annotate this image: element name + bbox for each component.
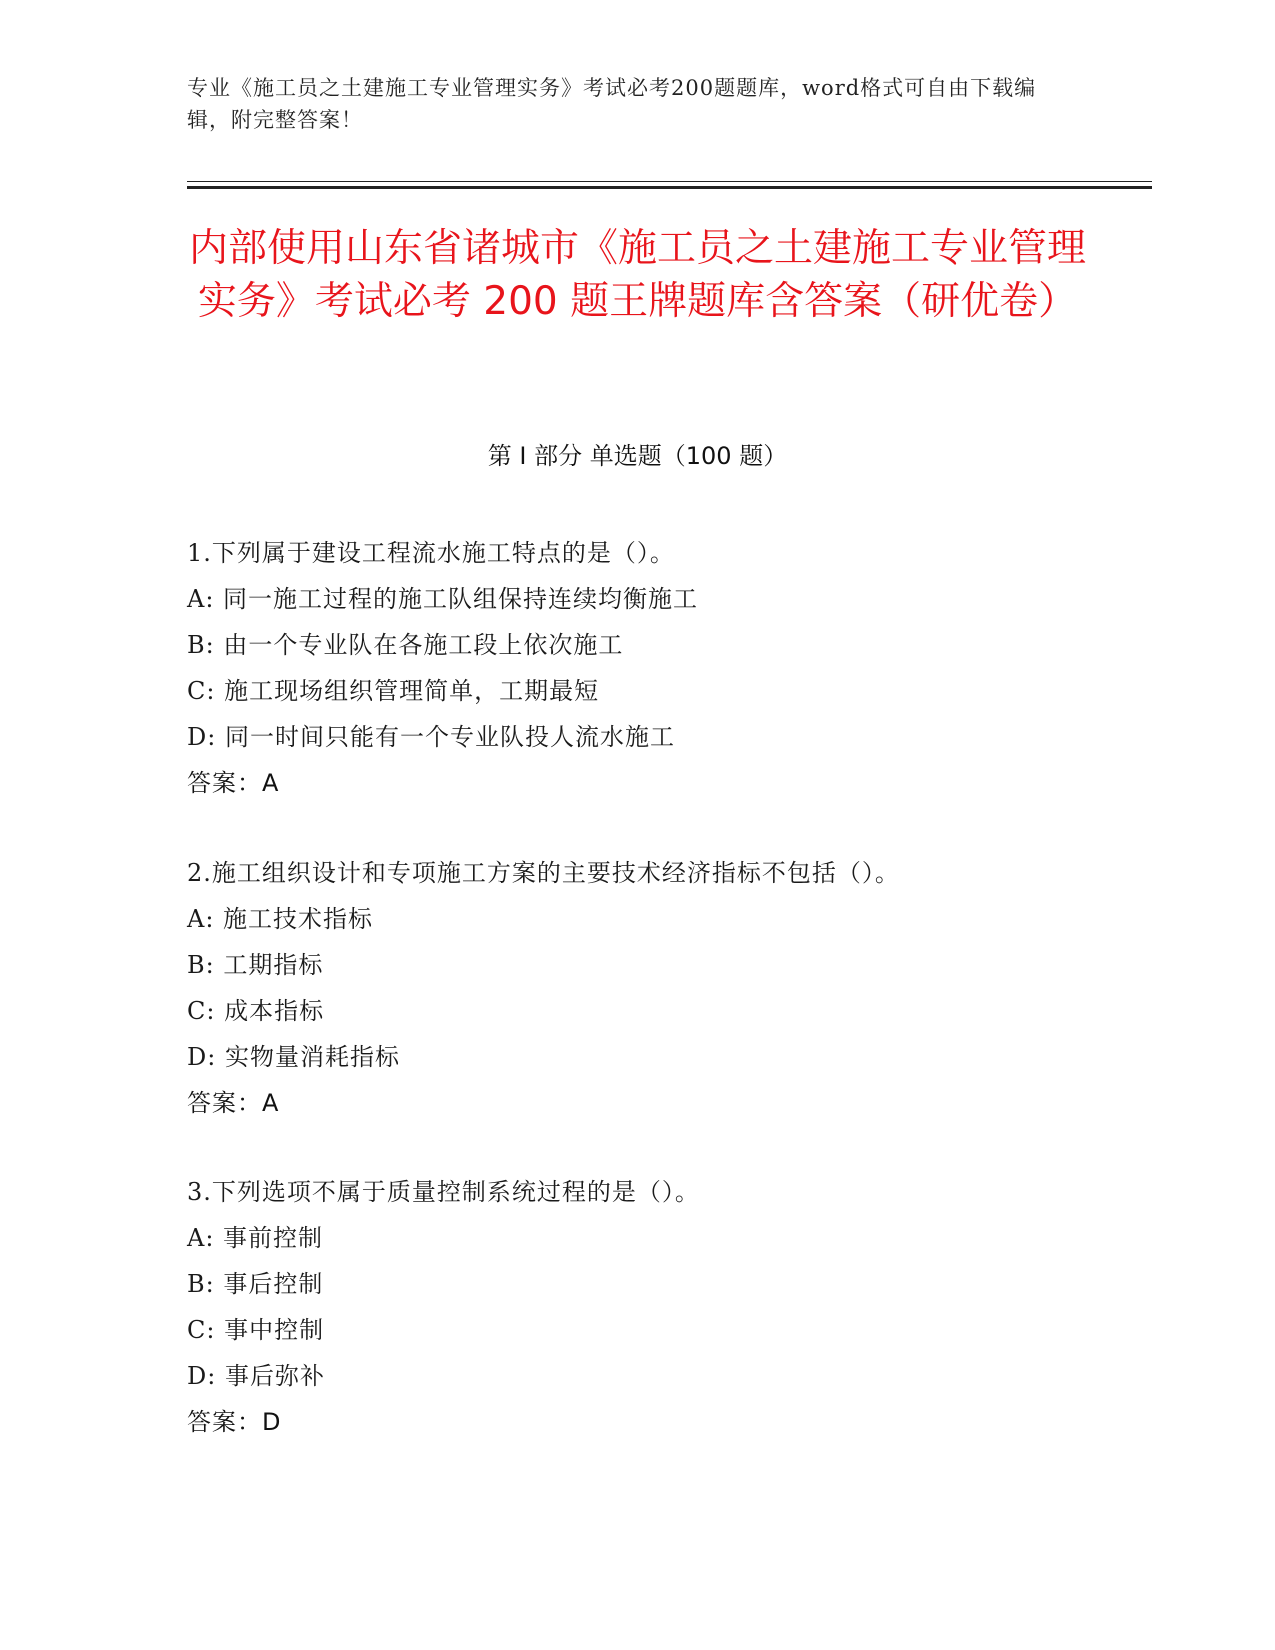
header-note: 专业《施工员之土建施工专业管理实务》考试必考200题题库，word格式可自由下载编辑，附完整答案！ bbox=[187, 76, 1037, 132]
option-b: B: 工期指标 bbox=[187, 951, 324, 979]
question-block bbox=[187, 850, 1147, 1126]
option-a: A: 事前控制 bbox=[187, 1224, 324, 1252]
option-d: D: 同一时间只能有一个专业队投人流水施工 bbox=[187, 723, 675, 751]
question-stem: 3.下列选项不属于质量控制系统过程的是（）。 bbox=[187, 1178, 700, 1206]
option-c: C: 施工现场组织管理简单，工期最短 bbox=[187, 677, 600, 705]
header-divider-thin bbox=[187, 181, 1152, 182]
answer-line: 答案：D bbox=[187, 1408, 282, 1436]
option-d: D: 实物量消耗指标 bbox=[187, 1043, 400, 1071]
option-c: C: 成本指标 bbox=[187, 997, 325, 1025]
header-divider-thick bbox=[187, 186, 1152, 189]
option-b: B: 由一个专业队在各施工段上依次施工 bbox=[187, 631, 624, 659]
answer-line: 答案：A bbox=[187, 769, 280, 797]
question-stem: 1.下列属于建设工程流水施工特点的是（）。 bbox=[187, 539, 675, 567]
question-stem: 2.施工组织设计和专项施工方案的主要技术经济指标不包括（）。 bbox=[187, 859, 900, 887]
document-title: 内部使用山东省诸城市《施工员之土建施工专业管理实务》考试必考 200 题王牌题库含答案（研优卷） bbox=[188, 226, 1086, 324]
question-block bbox=[187, 1169, 1147, 1445]
question-block bbox=[187, 530, 1147, 806]
option-b: B: 事后控制 bbox=[187, 1270, 324, 1298]
answer-line: 答案：A bbox=[187, 1089, 280, 1117]
option-a: A: 同一施工过程的施工队组保持连续均衡施工 bbox=[187, 585, 699, 613]
option-c: C: 事中控制 bbox=[187, 1316, 325, 1344]
option-a: A: 施工技术指标 bbox=[187, 905, 374, 933]
option-d: D: 事后弥补 bbox=[187, 1362, 325, 1390]
section-heading: 第 I 部分 单选题（100 题） bbox=[487, 442, 788, 470]
